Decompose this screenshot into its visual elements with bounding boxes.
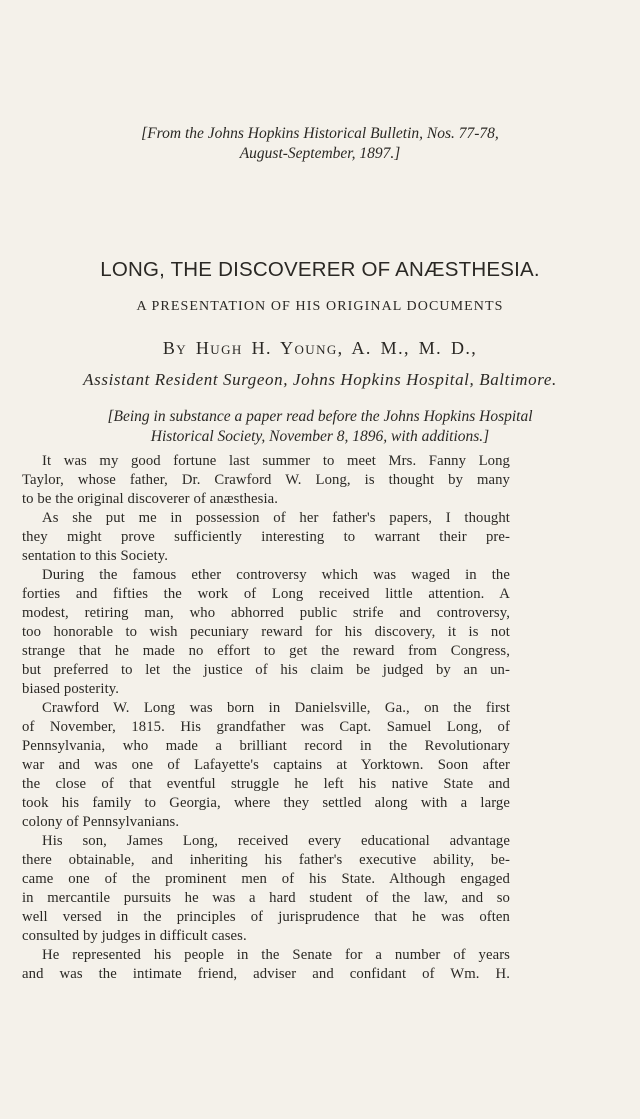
body-line: there obtainable, and inheriting his father's executive ability, be- [22,852,510,868]
source-citation-line-1: [From the Johns Hopkins Historical Bulletin, Nos. 77-78, [141,125,499,142]
article-subtitle: A PRESENTATION OF HIS ORIGINAL DOCUMENTS [136,299,504,314]
body-line: came one of the prominent men of his State. Although engaged [22,871,510,887]
author-byline: By Hugh H. Young, A. M., M. D., [162,338,478,358]
body-line: colony of Pennsylvanians. [22,814,180,830]
body-line: It was my good fortune last summer to meet Mrs. Fanny Long [42,453,510,469]
body-line: of November, 1815. His grandfather was Capt. Samuel Long, of [22,719,510,735]
body-line: Taylor, whose father, Dr. Crawford W. Long, is thought by many [22,472,510,488]
editorial-note-line-2: Historical Society, November 8, 1896, with additions.] [150,428,490,445]
body-line: well versed in the principles of jurisprudence that he was often [22,909,510,925]
body-line: consulted by judges in difficult cases. [22,928,247,944]
body-line: war and was one of Lafayette's captains at Yorktown. Soon after [22,757,510,773]
article-title: LONG, THE DISCOVERER OF ANÆSTHESIA. [100,258,540,281]
body-line: too honorable to wish pecuniary reward for his discovery, it is not [22,624,510,640]
author-position: Assistant Resident Surgeon, Johns Hopkins Hospital, Baltimore. [83,370,557,389]
body-line: but preferred to let the justice of his claim be judged by an un- [22,662,510,678]
body-line: During the famous ether controversy which was waged in the [42,567,510,583]
body-line: took his family to Georgia, where they settled along with a large [22,795,510,811]
body-text [22,452,510,984]
body-line: He represented his people in the Senate for a number of years [42,947,510,963]
body-line: sentation to this Society. [22,548,169,564]
body-line: they might prove sufficiently interesting to warrant their pre- [22,529,510,545]
body-line: in mercantile pursuits he was a hard student of the law, and so [22,890,510,906]
body-line: forties and fifties the work of Long received little attention. A [22,586,510,602]
source-citation [0,124,640,164]
editorial-note [0,407,640,447]
body-line: Crawford W. Long was born in Danielsville, Ga., on the first [42,700,510,716]
body-line: the close of that eventful struggle he left his native State and [22,776,510,792]
body-line: biased posterity. [22,681,120,697]
editorial-note-line-1: [Being in substance a paper read before the Johns Hopkins Hospital [107,408,533,425]
body-line: modest, retiring man, who abhorred public strife and controversy, [22,605,510,621]
body-line: strange that he made no effort to get the reward from Congress, [22,643,510,659]
body-line: His son, James Long, received every educational advantage [42,833,510,849]
body-line: Pennsylvania, who made a brilliant record in the Revolutionary [22,738,510,754]
body-line: and was the intimate friend, adviser and confidant of Wm. H. [22,966,510,982]
source-citation-line-2: August-September, 1897.] [239,145,401,162]
body-line: to be the original discoverer of anæsthesia. [22,491,279,507]
body-line: As she put me in possession of her father's papers, I thought [42,510,510,526]
